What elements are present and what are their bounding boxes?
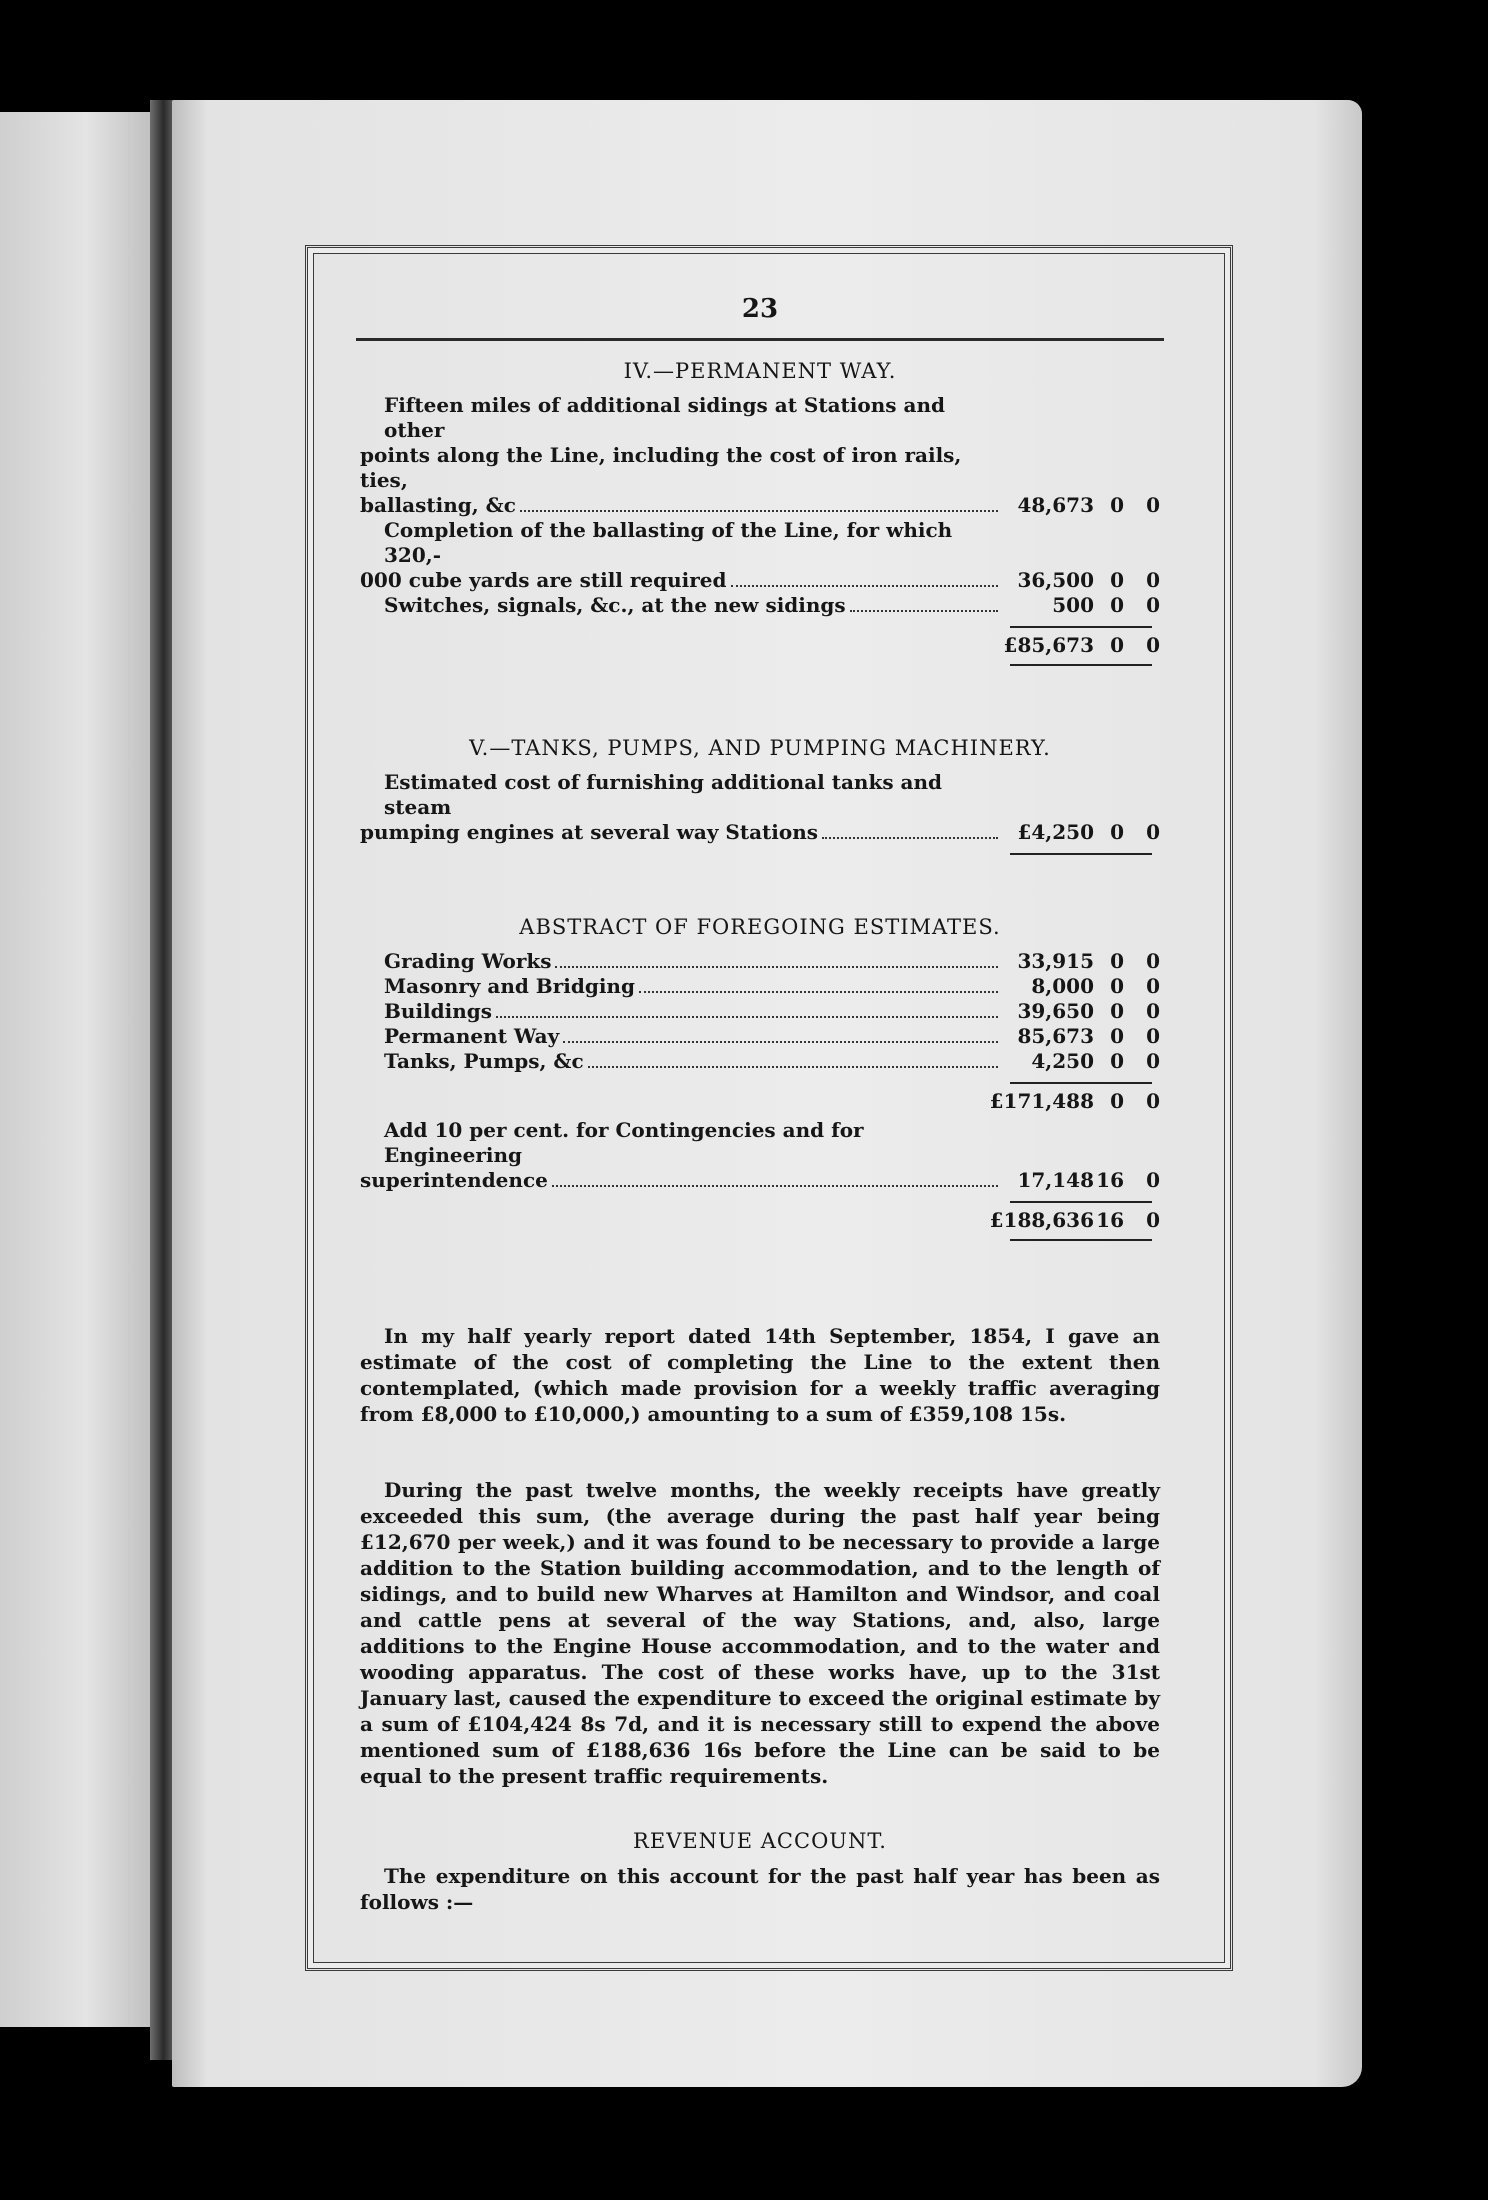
abstract-label: Masonry and Bridging xyxy=(384,974,635,998)
total-shillings: 16 xyxy=(1096,1208,1124,1232)
line-item xyxy=(360,518,1160,568)
amount-shillings: 0 xyxy=(1110,974,1124,998)
amount-pence: 0 xyxy=(1146,493,1160,517)
revenue-heading: REVENUE ACCOUNT. xyxy=(633,1829,887,1853)
line-item-text: points along the Line, including the cost of iron rails, ties, xyxy=(360,443,962,492)
abstract-label: Permanent Way xyxy=(384,1024,560,1048)
grand-total xyxy=(360,1207,1160,1233)
permanent-way-heading: IV.—PERMANENT WAY. xyxy=(623,359,897,383)
total-pence: 0 xyxy=(1146,1208,1160,1232)
amount-pounds: 85,673 xyxy=(1017,1024,1094,1048)
dot-leader xyxy=(552,1168,998,1187)
line-item xyxy=(360,443,1160,493)
total-shillings: 0 xyxy=(1110,633,1124,657)
line-item xyxy=(360,393,1160,443)
total-pounds: £188,636 xyxy=(989,1208,1094,1232)
abstract-row xyxy=(360,974,1160,999)
amount-pence: 0 xyxy=(1146,949,1160,973)
line-item xyxy=(360,493,1160,518)
section-total xyxy=(360,632,1160,658)
amount-shillings: 0 xyxy=(1110,593,1124,617)
amount-pence: 0 xyxy=(1146,593,1160,617)
total-pence: 0 xyxy=(1146,633,1160,657)
amount-pounds: 33,915 xyxy=(1017,949,1094,973)
body-paragraph: During the past twelve months, the weekly receipts have greatly exceeded this sum, (the average during the past half year being £12,670 per week,) and it was found to be necessary to provide a large addition to the Station building accommodation, and to the length of sidings, and to build new Wharves at Hamilton and Windsor, and coal and cattle pens at several of the way Stations, and, also, large additions to the Engine House accommodation, and to the water and wooding apparatus. The cost of these works have, up to the 31st January last, caused the expenditure to exceed the original estimate by a sum of £104,424 8s 7d, and it is necessary still to expend the above mentioned sum of £188,636 16s before the Line can be said to be equal to the present traffic requirements. xyxy=(360,1478,1160,1788)
amount-shillings: 0 xyxy=(1110,999,1124,1023)
amount-pence: 0 xyxy=(1146,1024,1160,1048)
line-item xyxy=(360,568,1160,593)
amount-pence: 0 xyxy=(1146,568,1160,592)
amount-pounds: 36,500 xyxy=(1017,568,1094,592)
dot-leader xyxy=(639,974,998,993)
line-item xyxy=(360,593,1160,618)
line-item-text: Estimated cost of furnishing additional tanks and steam xyxy=(384,770,943,819)
amount-shillings: 0 xyxy=(1110,568,1124,592)
line-item-text: Switches, signals, &c., at the new sidings xyxy=(384,593,846,617)
abstract-label: Buildings xyxy=(384,999,493,1023)
amount-pence: 0 xyxy=(1146,820,1160,844)
body-paragraph: The expenditure on this account for the past half year has been as follows :— xyxy=(360,1864,1160,1914)
tanks-heading: V.—TANKS, PUMPS, AND PUMPING MACHINERY. xyxy=(469,736,1051,760)
abstract-row xyxy=(360,949,1160,974)
abstract-heading: ABSTRACT OF FOREGOING ESTIMATES. xyxy=(519,915,1001,939)
amount-shillings: 0 xyxy=(1110,949,1124,973)
dot-leader xyxy=(731,568,999,587)
abstract-label: Grading Works xyxy=(384,949,552,973)
amount-pence: 0 xyxy=(1146,974,1160,998)
amount-shillings: 0 xyxy=(1110,1049,1124,1073)
line-item-text: Fifteen miles of additional sidings at Stations and other xyxy=(384,393,945,442)
line-item-text: 000 cube yards are still required xyxy=(360,568,727,592)
facing-page xyxy=(0,112,158,2027)
amount-shillings: 0 xyxy=(1110,1024,1124,1048)
sum-rule xyxy=(1010,626,1152,628)
body-paragraph: In my half yearly report dated 14th September, 1854, I gave an estimate of the cost of completing the Line to the extent then contemplated, (which made provision for a weekly traffic averaging from £8,000 to £10,000,) amounting to a sum of £359,108 15s. xyxy=(360,1324,1160,1426)
abstract-row xyxy=(360,1049,1160,1074)
total-shillings: 0 xyxy=(1110,1089,1124,1113)
amount-pence: 0 xyxy=(1146,1049,1160,1073)
amount-shillings: 16 xyxy=(1096,1168,1124,1192)
abstract-row xyxy=(360,1024,1160,1049)
amount-pounds: 17,148 xyxy=(1017,1168,1094,1192)
amount-pounds: 500 xyxy=(1052,593,1094,617)
line-item xyxy=(360,770,1160,820)
line-item-text: Completion of the ballasting of the Line, for which 320,- xyxy=(384,518,953,567)
dot-leader xyxy=(496,999,998,1018)
sum-rule xyxy=(1010,1082,1152,1084)
amount-pounds: 39,650 xyxy=(1017,999,1094,1023)
dot-leader xyxy=(822,820,998,839)
line-item xyxy=(360,820,1160,845)
amount-pence: 0 xyxy=(1146,999,1160,1023)
line-item xyxy=(360,1168,1160,1193)
dot-leader xyxy=(563,1024,998,1043)
subtotal xyxy=(360,1088,1160,1114)
amount-pounds: £4,250 xyxy=(1017,820,1094,844)
total-pence: 0 xyxy=(1146,1089,1160,1113)
amount-shillings: 0 xyxy=(1110,820,1124,844)
line-item-text: superintendence xyxy=(360,1168,548,1192)
line-item-text: ballasting, &c xyxy=(360,493,516,517)
amount-pounds: 4,250 xyxy=(1031,1049,1094,1073)
line-item-text: Add 10 per cent. for Contingencies and for Engineering xyxy=(384,1118,864,1167)
amount-pence: 0 xyxy=(1146,1168,1160,1192)
total-pounds: £171,488 xyxy=(989,1089,1094,1113)
line-item xyxy=(360,1118,1160,1168)
amount-pounds: 8,000 xyxy=(1031,974,1094,998)
dot-leader xyxy=(555,949,998,968)
amount-pounds: 48,673 xyxy=(1017,493,1094,517)
dot-leader xyxy=(520,493,998,512)
total-pounds: £85,673 xyxy=(1003,633,1094,657)
sum-rule xyxy=(1010,1201,1152,1203)
page-content xyxy=(360,290,1160,1915)
abstract-label: Tanks, Pumps, &c xyxy=(384,1049,584,1073)
header-rule xyxy=(356,338,1164,341)
dot-leader xyxy=(850,593,998,612)
page-number: 23 xyxy=(741,294,779,324)
abstract-row xyxy=(360,999,1160,1024)
dot-leader xyxy=(588,1049,998,1068)
amount-shillings: 0 xyxy=(1110,493,1124,517)
line-item-text: pumping engines at several way Stations xyxy=(360,820,819,844)
